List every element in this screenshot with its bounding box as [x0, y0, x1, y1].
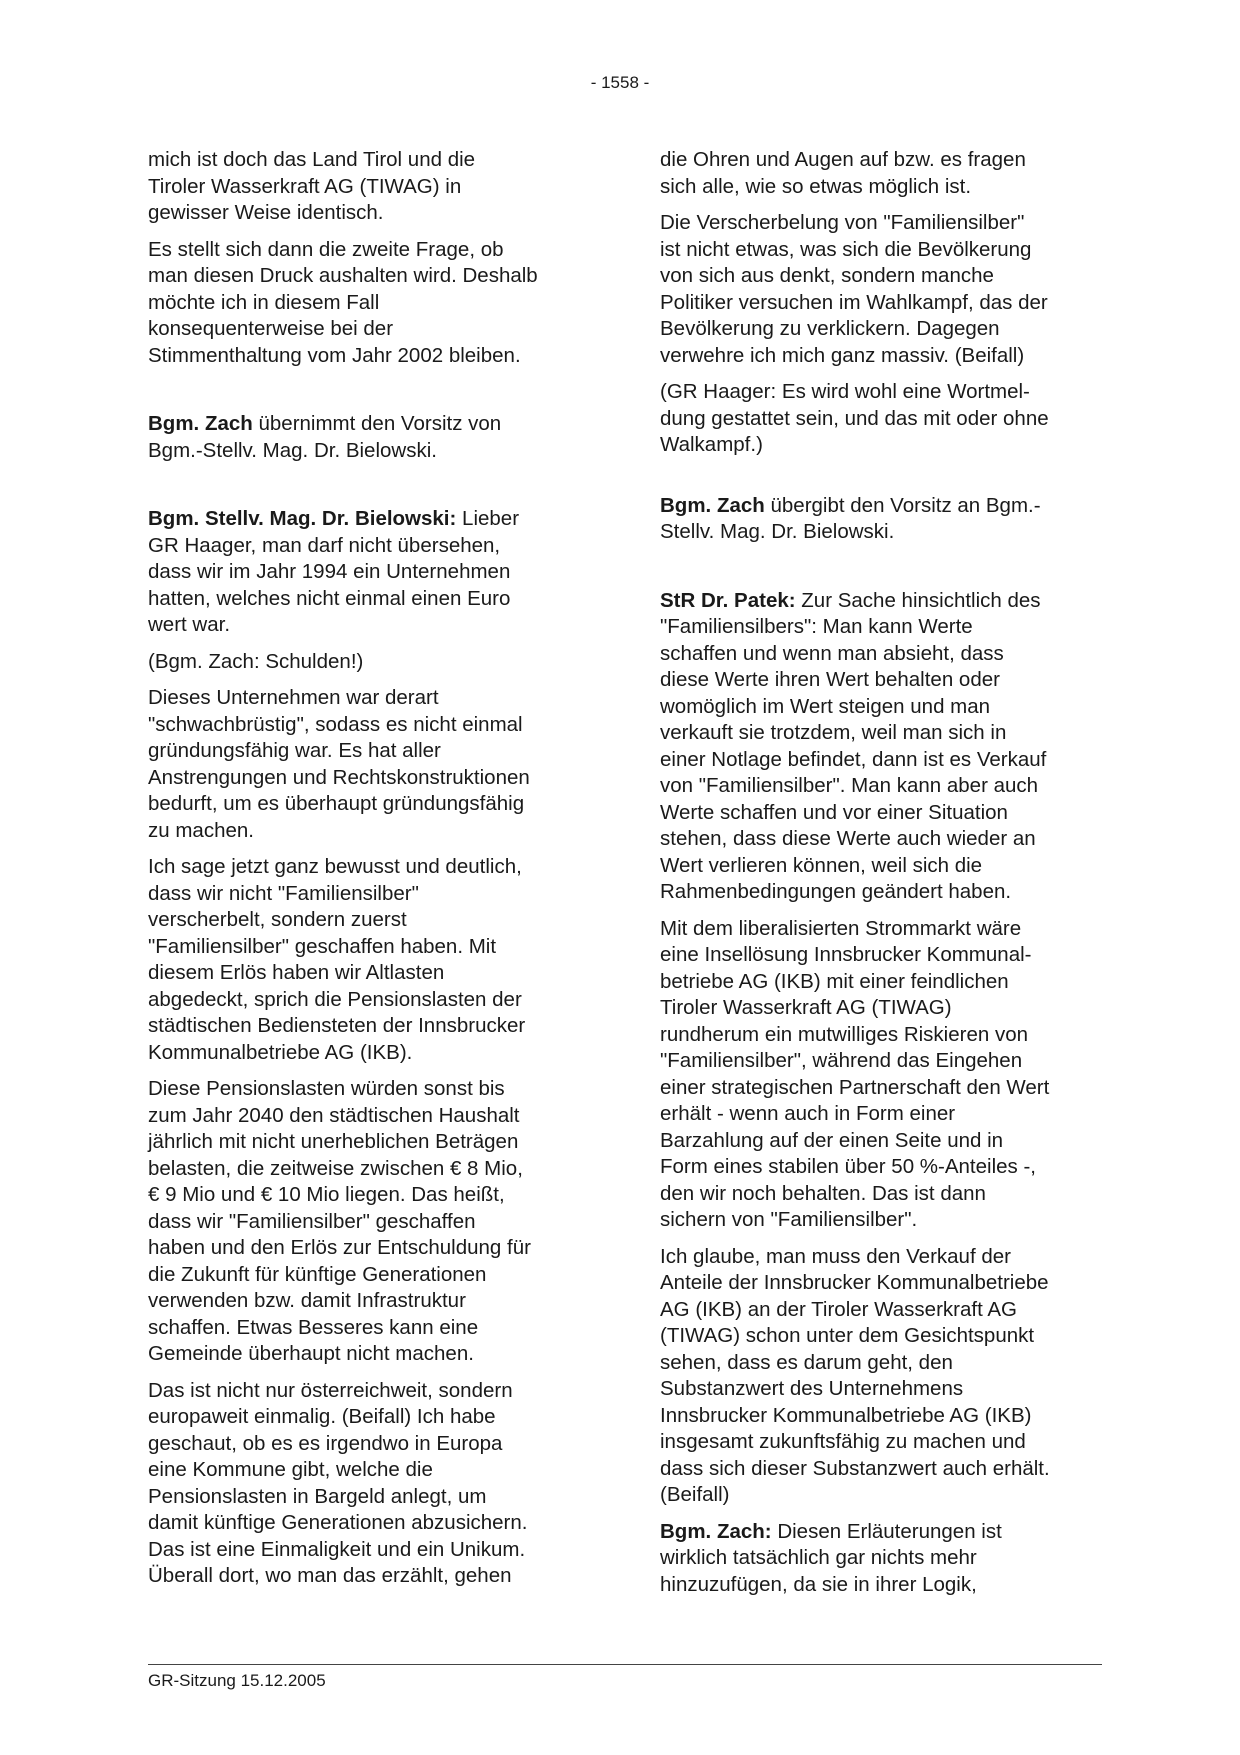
paragraph: Die Verscherbelung von "Familiensilber" ist nicht etwas, was sich die Bevölkerung von sich aus denkt, sondern manche Politiker versuchen im Wahlkampf, das der Bevölkerung zu verklickern. Dagegen verwehre ich mich ganz massiv. (Beifall) — [660, 211, 1048, 367]
paragraph: Ich sage jetzt ganz bewusst und deutlich, dass wir nicht "Familiensilber" verscherbelt, sondern zuerst "Familiensilber" geschaffen haben. Mit diesem Erlös haben wir Altlasten abgedeckt, sprich die Pensionslasten der städtischen Bediensteten der Innsbrucker Kommunalbetriebe AG (IKB). — [148, 855, 526, 1064]
footer-session-date: GR-Sitzung 15.12.2005 — [148, 1671, 326, 1690]
paragraph: Dieses Unternehmen war derart "schwachbrüstig", sodass es nicht einmal gründungsfähig war. Es hat aller Anstrengungen und Rechtskonstruktionen bedurft, um es überhaupt gründungsfähig zu machen. — [148, 686, 530, 842]
speech-paragraph — [660, 1519, 1110, 1599]
speaker-name: Bgm. Zach: — [660, 1519, 772, 1543]
page-number: - 1558 - — [590, 73, 650, 92]
left-column — [148, 147, 598, 1600]
paragraph: Diese Pensionslasten würden sonst bis zum Jahr 2040 den städtischen Haushalt jährlich mit nicht unerheblichen Beträgen belasten, die zeitweise zwischen € 8 Mio, € 9 Mio und € 10 Mio liegen. Das heißt, dass wir "Familiensilber" geschaffen haben und den Erlös zur Entschuldung für die Zukunft für künftige Generationen verwenden bzw. damit Infrastruktur schaffen. Etwas Besseres kann eine Gemeinde überhaupt nicht machen. — [148, 1077, 531, 1365]
speaker-name: Bgm. Zach — [148, 412, 253, 435]
paragraph-text: Zur Sache hinsichtlich des "Familiensilbers": Man kann Werte schaffen und wenn man absieht, dass diese Werte ihren Wert behalten oder womöglich im Wert steigen und man verkauft sie trotzdem, weil man sich in einer Notlage befindet, dann ist es Verkauf von "Familiensilber". Man kann aber auch Werte schaffen und vor einer Situation stehen, dass diese Werte auch wieder an Wert verlieren können, weil sich die Rahmenbedingungen geändert haben. — [660, 588, 1047, 903]
paragraph: mich ist doch das Land Tirol und die Tiroler Wasserkraft AG (TIWAG) in gewisser Weise identisch. — [148, 148, 476, 224]
paragraph: Ich glaube, man muss den Verkauf der Anteile der Innsbrucker Kommunalbetriebe AG (IKB) an der Tiroler Wasserkraft AG (TIWAG) schon unter dem Gesichtspunkt sehen, dass es darum geht, den Substanzwert des Unternehmens Innsbrucker Kommunalbetriebe AG (IKB) insgesamt zukunftsfähig zu machen und dass sich dieser Substanzwert auch erhält. (Beifall) — [660, 1244, 1050, 1506]
speaker-name: Bgm. Stellv. Mag. Dr. Bielowski: — [148, 507, 457, 530]
footer-divider — [148, 1664, 1102, 1665]
right-column — [660, 147, 1110, 1608]
speech-paragraph — [148, 506, 598, 639]
speech-paragraph — [660, 588, 1110, 906]
paragraph: Das ist nicht nur österreichweit, sondern europaweit einmalig. (Beifall) Ich habe geschaut, ob es es irgendwo in Europa eine Kommune gibt, welche die Pensionslasten in Bargeld anlegt, um damit künftige Generationen abzusichern. Das ist eine Einmaligkeit und ein Unikum. Überall dort, wo man das erzählt, gehen — [148, 1378, 528, 1587]
speaker-name: StR Dr. Patek: — [660, 588, 796, 612]
chair-change-note — [660, 493, 1110, 546]
paragraph-text: Diesen Erläuterungen ist wirklich tatsächlich gar nichts mehr hinzuzufügen, da sie in ihrer Logik, — [660, 1519, 1002, 1596]
chair-change-note — [148, 411, 598, 464]
paragraph: Es stellt sich dann die zweite Frage, ob man diesen Druck aushalten wird. Deshalb möchte ich in diesem Fall konsequenterweise bei der Stimmenthaltung vom Jahr 2002 bleiben. — [148, 237, 538, 367]
speaker-name: Bgm. Zach — [660, 493, 765, 517]
interjection: (GR Haager: Es wird wohl eine Wortmel- dung gestattet sein, und das mit oder ohne Walkampf.) — [660, 380, 1049, 456]
paragraph-text: übergibt den Vorsitz an Bgm.- Stellv. Mag. Dr. Bielowski. — [660, 493, 1041, 543]
paragraph: Mit dem liberalisierten Strommarkt wäre eine Insellösung Innsbrucker Kommunal- betriebe AG (IKB) mit einer feindlichen Tiroler Wasserkraft AG (TIWAG) rundherum ein mutwilliges Riskieren von "Familiensilber", während das Eingehen einer strategischen Partnerschaft den Wert erhält - wenn auch in Form einer Barzahlung auf der einen Seite und in Form eines stabilen über 50 %-Anteiles -, den wir noch behalten. Das ist dann sichern von "Familiensilber". — [660, 916, 1050, 1231]
paragraph-text: übernimmt den Vorsitz von Bgm.-Stellv. Mag. Dr. Bielowski. — [148, 412, 502, 462]
paragraph: die Ohren und Augen auf bzw. es fragen sich alle, wie so etwas möglich ist. — [660, 148, 1026, 198]
interjection: (Bgm. Zach: Schulden!) — [148, 649, 364, 673]
paragraph-text: Lieber GR Haager, man darf nicht übersehen, dass wir im Jahr 1994 ein Unternehmen hatten, welches nicht einmal einen Euro wert war. — [148, 507, 520, 636]
